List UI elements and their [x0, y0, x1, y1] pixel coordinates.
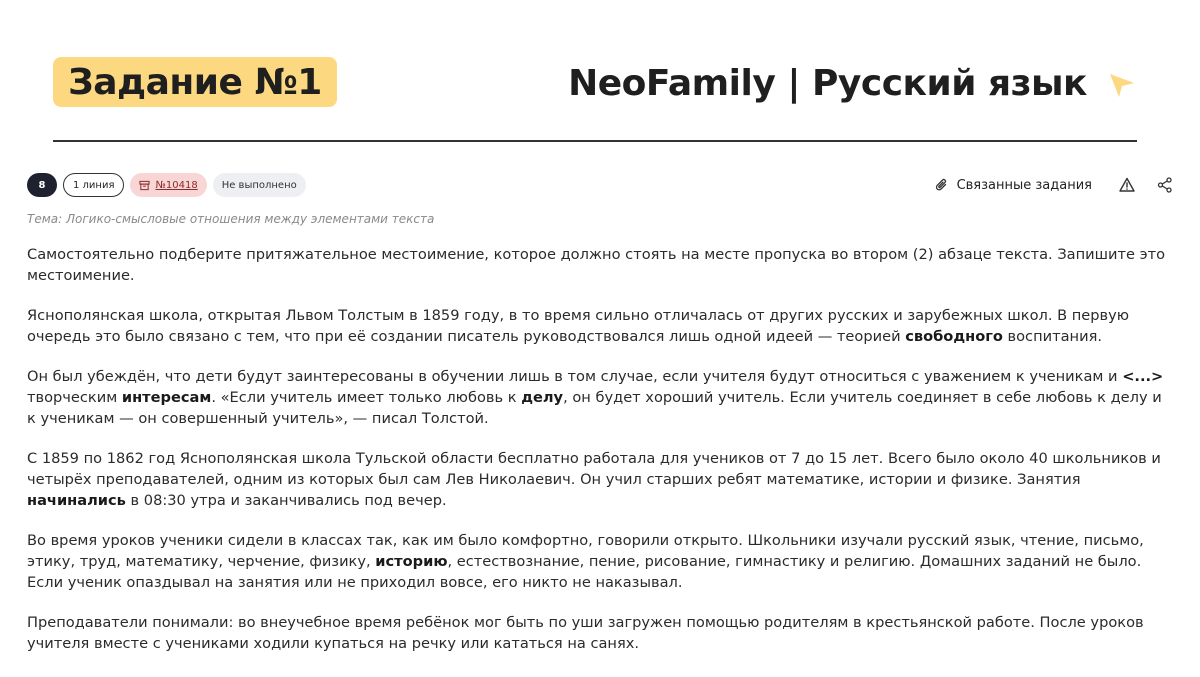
report-button[interactable]	[1116, 174, 1138, 196]
line-chip[interactable]: 1 линия	[63, 173, 124, 197]
share-icon	[1156, 176, 1174, 194]
paragraph-2: Он был убеждён, что дети будут заинтересованы в обучении лишь в том случае, если учителя будут относиться с уважением к ученикам и <...> творческим интересам. «Если учитель имеет только любовь к делу, он будет хороший учитель. Если учитель соединяет в себе любовь к делу и к ученикам — он совершенный учитель», — писал Толстой.	[27, 368, 1164, 427]
task-topic: Тема: Логико-смысловые отношения между элементами текста	[27, 212, 435, 226]
task-actions	[934, 173, 1176, 197]
paper-plane-icon	[1107, 70, 1137, 100]
header-divider	[53, 140, 1137, 142]
share-button[interactable]	[1154, 174, 1176, 196]
task-number-badge: 8	[27, 173, 57, 197]
task-content	[27, 244, 1172, 673]
task-meta-row	[27, 173, 306, 197]
bold-word: начинались	[27, 492, 126, 509]
archive-box-icon	[139, 180, 150, 191]
task-title-badge	[53, 57, 337, 107]
related-tasks-button[interactable]	[934, 177, 1092, 193]
paragraph-3: С 1859 по 1862 год Яснополянская школа Тульской области бесплатно работала для учеников от 7 до 15 лет. Всего было около 40 школьников и четырёх преподавателей, одним из которых был сам Лев Николаевич. Он учил старших ребят математике, истории и физике. Занятия начинались в 08:30 утра и заканчивались под вечер.	[27, 450, 1161, 509]
paragraph-1: Яснополянская школа, открытая Львом Толстым в 1859 году, в то время сильно отличалась от других русских и зарубежных школ. В первую очередь это было связано с тем, что при её создании писатель руководствовался лишь одной идеей — теорией свободного воспитания.	[27, 307, 1130, 345]
bold-word: свободного	[905, 328, 1003, 345]
brand-title: NeoFamily | Русский язык	[568, 62, 1087, 104]
paragraph-4: Во время уроков ученики сидели в классах так, как им было комфортно, говорили открыто. Школьники изучали русский язык, чтение, письмо, этику, труд, математику, черчение, физику, историю, естествознание, пение, рисование, гимнастику и религию. Домашних заданий не было. Если ученик опаздывал на занятия или не приходил вовсе, его никто не наказывал.	[27, 532, 1144, 591]
bold-word: историю	[375, 553, 448, 570]
paragraph-5: Преподаватели понимали: во внеучебное время ребёнок мог быть по уши загружен помощью родителям в крестьянской работе. После уроков учителя вместе с учениками ходили купаться на речку или кататься на санях.	[27, 614, 1144, 652]
task-id-chip[interactable]	[130, 173, 206, 197]
paperclip-icon	[934, 177, 950, 193]
related-tasks-label: Связанные задания	[956, 177, 1092, 193]
warning-triangle-icon	[1118, 176, 1136, 194]
bold-word: делу	[521, 389, 564, 406]
gap-placeholder: <...>	[1122, 368, 1164, 385]
question-text: Самостоятельно подберите притяжательное местоимение, которое должно стоять на месте пропуска во втором (2) абзаце текста. Запишите это местоимение.	[27, 246, 1166, 284]
status-badge: Не выполнено	[213, 173, 306, 197]
task-id-link[interactable]: №10418	[155, 179, 198, 191]
bold-word: интересам	[121, 389, 212, 406]
task-title: Задание №1	[68, 61, 322, 103]
